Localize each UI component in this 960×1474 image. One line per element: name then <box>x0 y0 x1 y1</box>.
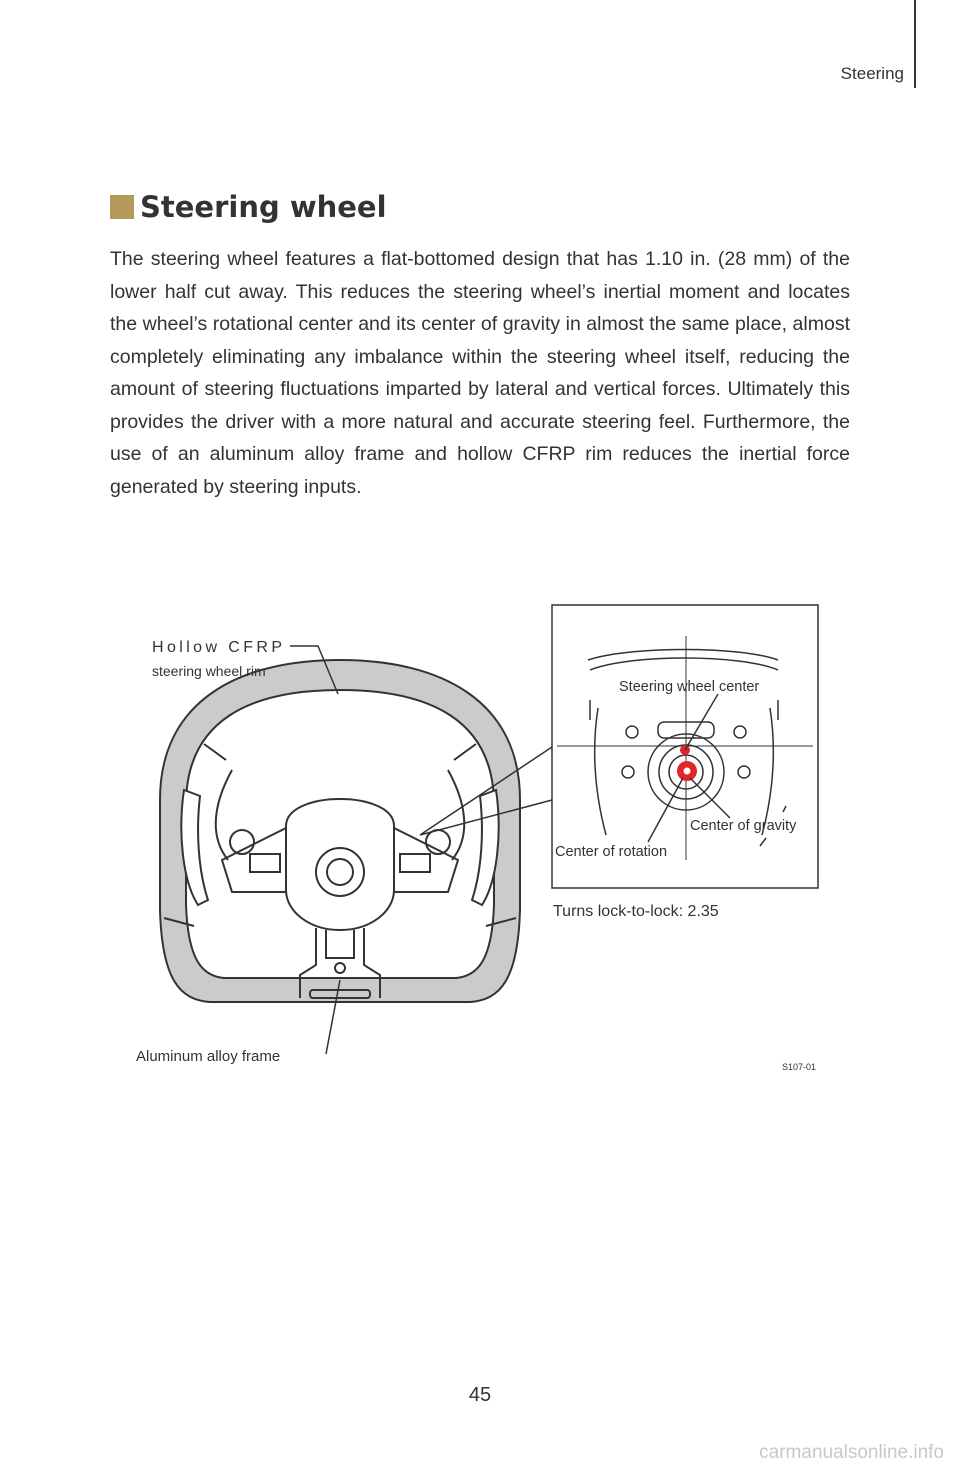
center-of-rotation-dot <box>683 767 691 775</box>
page-number: 45 <box>468 1384 492 1406</box>
center-of-rotation-label: Center of rotation <box>555 844 668 860</box>
hub-inner-ring <box>327 859 353 885</box>
steering-wheel-illustration <box>160 660 520 1002</box>
header-divider <box>914 0 916 88</box>
rim-label-line2: steering wheel rim <box>152 663 266 679</box>
left-switch-panel <box>250 854 280 872</box>
steering-wheel-figure <box>0 560 960 1090</box>
wheel-rim <box>160 660 520 1002</box>
hub-outer-ring <box>316 848 364 896</box>
lower-frame-inner <box>326 930 354 958</box>
turns-lock-to-lock-label: Turns lock-to-lock: 2.35 <box>553 903 719 920</box>
frame-label: Aluminum alloy frame <box>136 1048 281 1065</box>
body-paragraph: The steering wheel features a flat-bottomed design that has 1.10 in. (28 mm) of the lower half cut away. This reduces the steering wheel’s inertial moment and locates the wheel’s rotational center and its center of gravity in almost the same place, almost completely eliminating any imbalance within the steering wheel itself, reducing the amount of steering fluctuations imparted by lateral and vertical forces. Ultimately this provides the driver with a more natural and accurate steering feel. Furthermore, the use of an aluminum alloy frame and hollow CFRP rim reduces the inertial force generated by steering inputs. <box>110 248 850 498</box>
section-header-label: Steering <box>840 64 904 83</box>
rim-label-line1: Hollow CFRP <box>152 639 286 656</box>
figure-code: S107-01 <box>782 1062 817 1072</box>
right-switch-panel <box>400 854 430 872</box>
wheel-center-label: Steering wheel center <box>619 679 760 695</box>
left-inner-frame <box>216 770 232 860</box>
rim-upper-left-joint <box>204 744 226 760</box>
lower-frame-hole <box>335 963 345 973</box>
rim-upper-right-joint <box>454 744 476 760</box>
watermark: carmanualsonline.info <box>759 1442 944 1463</box>
heading-bullet-square <box>110 195 134 219</box>
center-of-gravity-label: Center of gravity <box>690 818 797 834</box>
section-heading <box>110 190 387 224</box>
hub-housing <box>286 799 394 930</box>
section-title: Steering wheel <box>140 190 387 224</box>
